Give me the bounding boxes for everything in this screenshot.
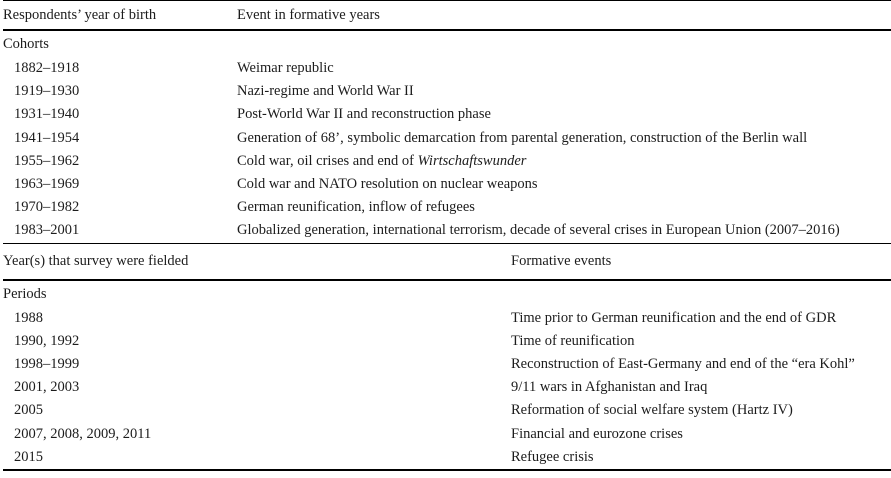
table-row	[3, 446, 891, 469]
bottom-rule	[3, 469, 891, 471]
col-header-formative-events: Formative events	[511, 252, 612, 269]
event-cell: Weimar republic	[237, 60, 334, 77]
years-cell: 1998–1999	[14, 355, 80, 372]
cohorts-rows	[3, 57, 891, 243]
years-cell: 2015	[14, 448, 43, 465]
table-row	[3, 330, 891, 353]
table-row	[3, 150, 891, 173]
table-row	[3, 353, 891, 376]
group-label-cohorts: Cohorts	[3, 36, 49, 52]
years-cell: 1882–1918	[14, 60, 80, 77]
event-cell: Generation of 68’, symbolic demarcation from parental generation, construction of the Berlin wall	[237, 129, 808, 146]
event-cell: Post-World War II and reconstruction phase	[237, 106, 491, 123]
years-cell: 1970–1982	[14, 199, 80, 216]
years-cell: 1919–1930	[14, 83, 80, 100]
col-header-year-of-birth: Respondents’ year of birth	[3, 6, 157, 23]
event-cell: German reunification, inflow of refugees	[237, 199, 475, 216]
periods-section	[3, 243, 891, 471]
table-row	[3, 103, 891, 126]
event-cell: Time prior to German reunification and the end of GDR	[511, 309, 837, 326]
periods-rows	[3, 307, 891, 469]
event-cell: Reconstruction of East-Germany and end of the “era Kohl”	[511, 355, 855, 372]
table-row	[3, 307, 891, 330]
table-row	[3, 127, 891, 150]
years-cell: 1963–1969	[14, 176, 80, 193]
years-cell: 2001, 2003	[14, 379, 80, 396]
years-cell: 1983–2001	[14, 222, 80, 239]
table-row	[3, 196, 891, 219]
years-cell: 2007, 2008, 2009, 2011	[14, 425, 152, 442]
event-cell: Time of reunification	[511, 332, 635, 349]
event-cell: Cold war, oil crises and end of Wirtschaftswunder	[237, 152, 527, 169]
col-header-formative-event: Event in formative years	[237, 6, 380, 23]
col-header-survey-years: Year(s) that survey were fielded	[3, 252, 189, 269]
years-cell: 1931–1940	[14, 106, 80, 123]
group-label-periods: Periods	[3, 285, 47, 302]
event-cell: Cold war and NATO resolution on nuclear weapons	[237, 176, 538, 193]
cohorts-section	[3, 0, 891, 243]
event-cell: Financial and eurozone crises	[511, 425, 683, 442]
years-cell: 1955–1962	[14, 152, 80, 169]
periods-header-row	[3, 244, 891, 279]
table-row	[3, 219, 891, 242]
years-cell: 1988	[14, 309, 43, 326]
years-cell: 1990, 1992	[14, 332, 80, 349]
cohorts-header-row	[3, 1, 891, 29]
table-row	[3, 376, 891, 399]
table-row	[3, 173, 891, 196]
table-row	[3, 399, 891, 422]
years-cell: 2005	[14, 402, 43, 419]
event-cell: Globalized generation, international terrorism, decade of several crises in European Union (2007–2016)	[237, 222, 840, 239]
table-row	[3, 80, 891, 103]
table-row	[3, 422, 891, 445]
event-cell: Refugee crisis	[511, 448, 594, 465]
event-cell: Nazi-regime and World War II	[237, 83, 414, 100]
table-row	[3, 57, 891, 80]
years-cell: 1941–1954	[14, 129, 80, 146]
event-cell: 9/11 wars in Afghanistan and Iraq	[511, 379, 708, 396]
event-cell: Reformation of social welfare system (Hartz IV)	[511, 402, 793, 419]
